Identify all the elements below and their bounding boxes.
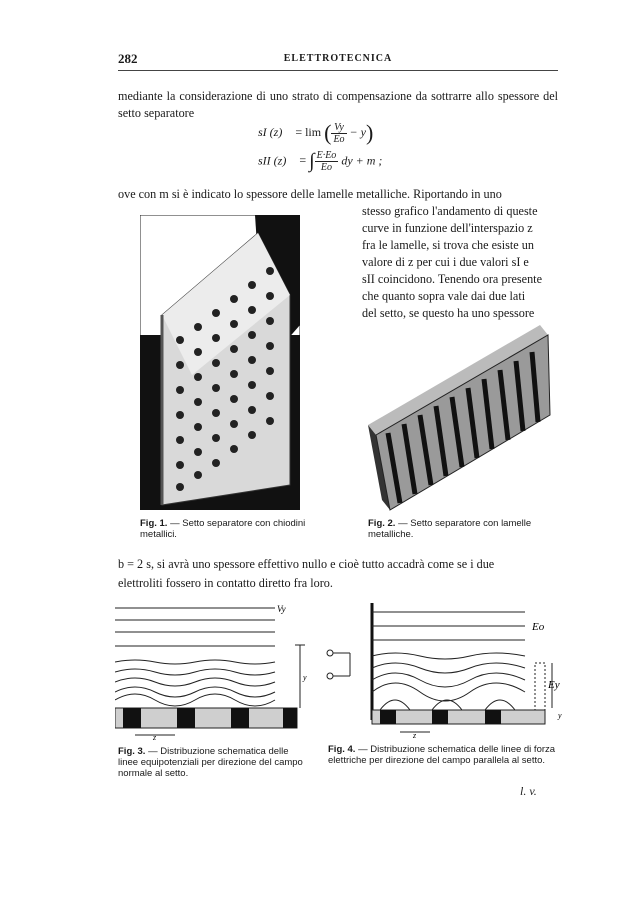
wrap-line: curve in funzione dell'interspazio z — [362, 221, 533, 235]
eq2-op: = — [299, 153, 307, 168]
eq2-fraction — [315, 150, 339, 173]
fig3-label: Fig. 3. — [118, 746, 146, 757]
fig4-label: Fig. 4. — [328, 744, 356, 755]
wrap-line: del setto, se questo ha uno spessore — [362, 306, 535, 320]
eq1-op: = lim — [295, 124, 322, 139]
eq1-paren-close: ) — [365, 120, 374, 145]
paragraph-conclusion-line2: elettroliti fossero in contatto diretto fra loro. — [118, 576, 333, 590]
page-number: 282 — [118, 51, 138, 66]
fig4-text: — Distribuzione schematica delle linee di forza elettriche per direzione del campo parallela al setto. — [328, 744, 556, 766]
wrap-line: stesso grafico l'andamento di queste — [362, 204, 538, 218]
page-header — [118, 48, 558, 71]
fig3-text: — Distribuzione schematica delle linee equipotenziali per direzione del campo normale al setto. — [118, 746, 303, 779]
eq1-fraction — [331, 122, 346, 145]
fig2-label: Fig. 2. — [368, 518, 396, 529]
fig4-label-y: y — [558, 711, 562, 720]
fig3-caption — [118, 746, 308, 779]
paragraph-lamelle-line1: ove con m si è indicato lo spessore delle lamelle metalliche. Riportando in uno — [118, 187, 502, 201]
integral-sign: ∫ — [309, 150, 315, 172]
fig2-text: — Setto separatore con lamelle metalliche. — [368, 518, 532, 540]
fig1-text: — Setto separatore con chiodini metallici. — [140, 518, 306, 540]
fig3-label-y: y — [303, 673, 307, 682]
eq1-lhs: sI (z) — [258, 124, 283, 139]
eq1-tail: − y — [349, 124, 366, 139]
equation-s2 — [258, 150, 382, 173]
eq2-den: Eo — [320, 162, 332, 173]
fig3-label-vy: Vy — [277, 604, 286, 614]
fig3-label-z: z — [153, 733, 157, 740]
fig4-diagram — [320, 598, 570, 740]
fig4-label-e0: Eo — [532, 621, 545, 633]
wrap-line: sII coincidono. Tenendo ora presente — [362, 272, 542, 286]
paragraph-lamelle-wrap — [362, 203, 558, 322]
eq1-den: Eo — [333, 133, 345, 145]
eq1-num: Vy — [331, 122, 346, 134]
fig1-label: Fig. 1. — [140, 518, 168, 529]
eq1-paren-open: ( — [324, 120, 332, 145]
running-title: ELETTROTECNICA — [283, 53, 393, 64]
fig2-caption — [368, 518, 548, 540]
equation-s1 — [258, 120, 373, 146]
fig4-label-z: z — [413, 731, 417, 740]
fig1-illustration — [140, 215, 300, 510]
wrap-line: fra le lamelle, si trova che esiste un — [362, 238, 534, 252]
author-signature: l. v. — [520, 784, 537, 798]
eq2-tail: dy + m ; — [341, 153, 383, 168]
paragraph-conclusion-line1: b = 2 s, si avrà uno spessore effettivo nullo e cioè tutto accadrà come se i due — [118, 557, 495, 571]
fig4-label-ey: Ey — [548, 679, 560, 691]
wrap-line: valore di z per cui i due valori sI e — [362, 255, 529, 269]
paragraph-intro: mediante la considerazione di uno strato di compensazione da sottrarre allo spessore del setto separatore — [118, 89, 558, 120]
fig4-caption — [328, 744, 560, 766]
eq2-num: E·Eo — [316, 150, 337, 161]
fig2-illustration — [360, 315, 555, 515]
eq2-lhs: sII (z) — [258, 153, 287, 168]
wrap-line: che quanto sopra vale dai due lati — [362, 289, 526, 303]
fig1-caption — [140, 518, 310, 540]
fig3-diagram — [115, 600, 310, 740]
